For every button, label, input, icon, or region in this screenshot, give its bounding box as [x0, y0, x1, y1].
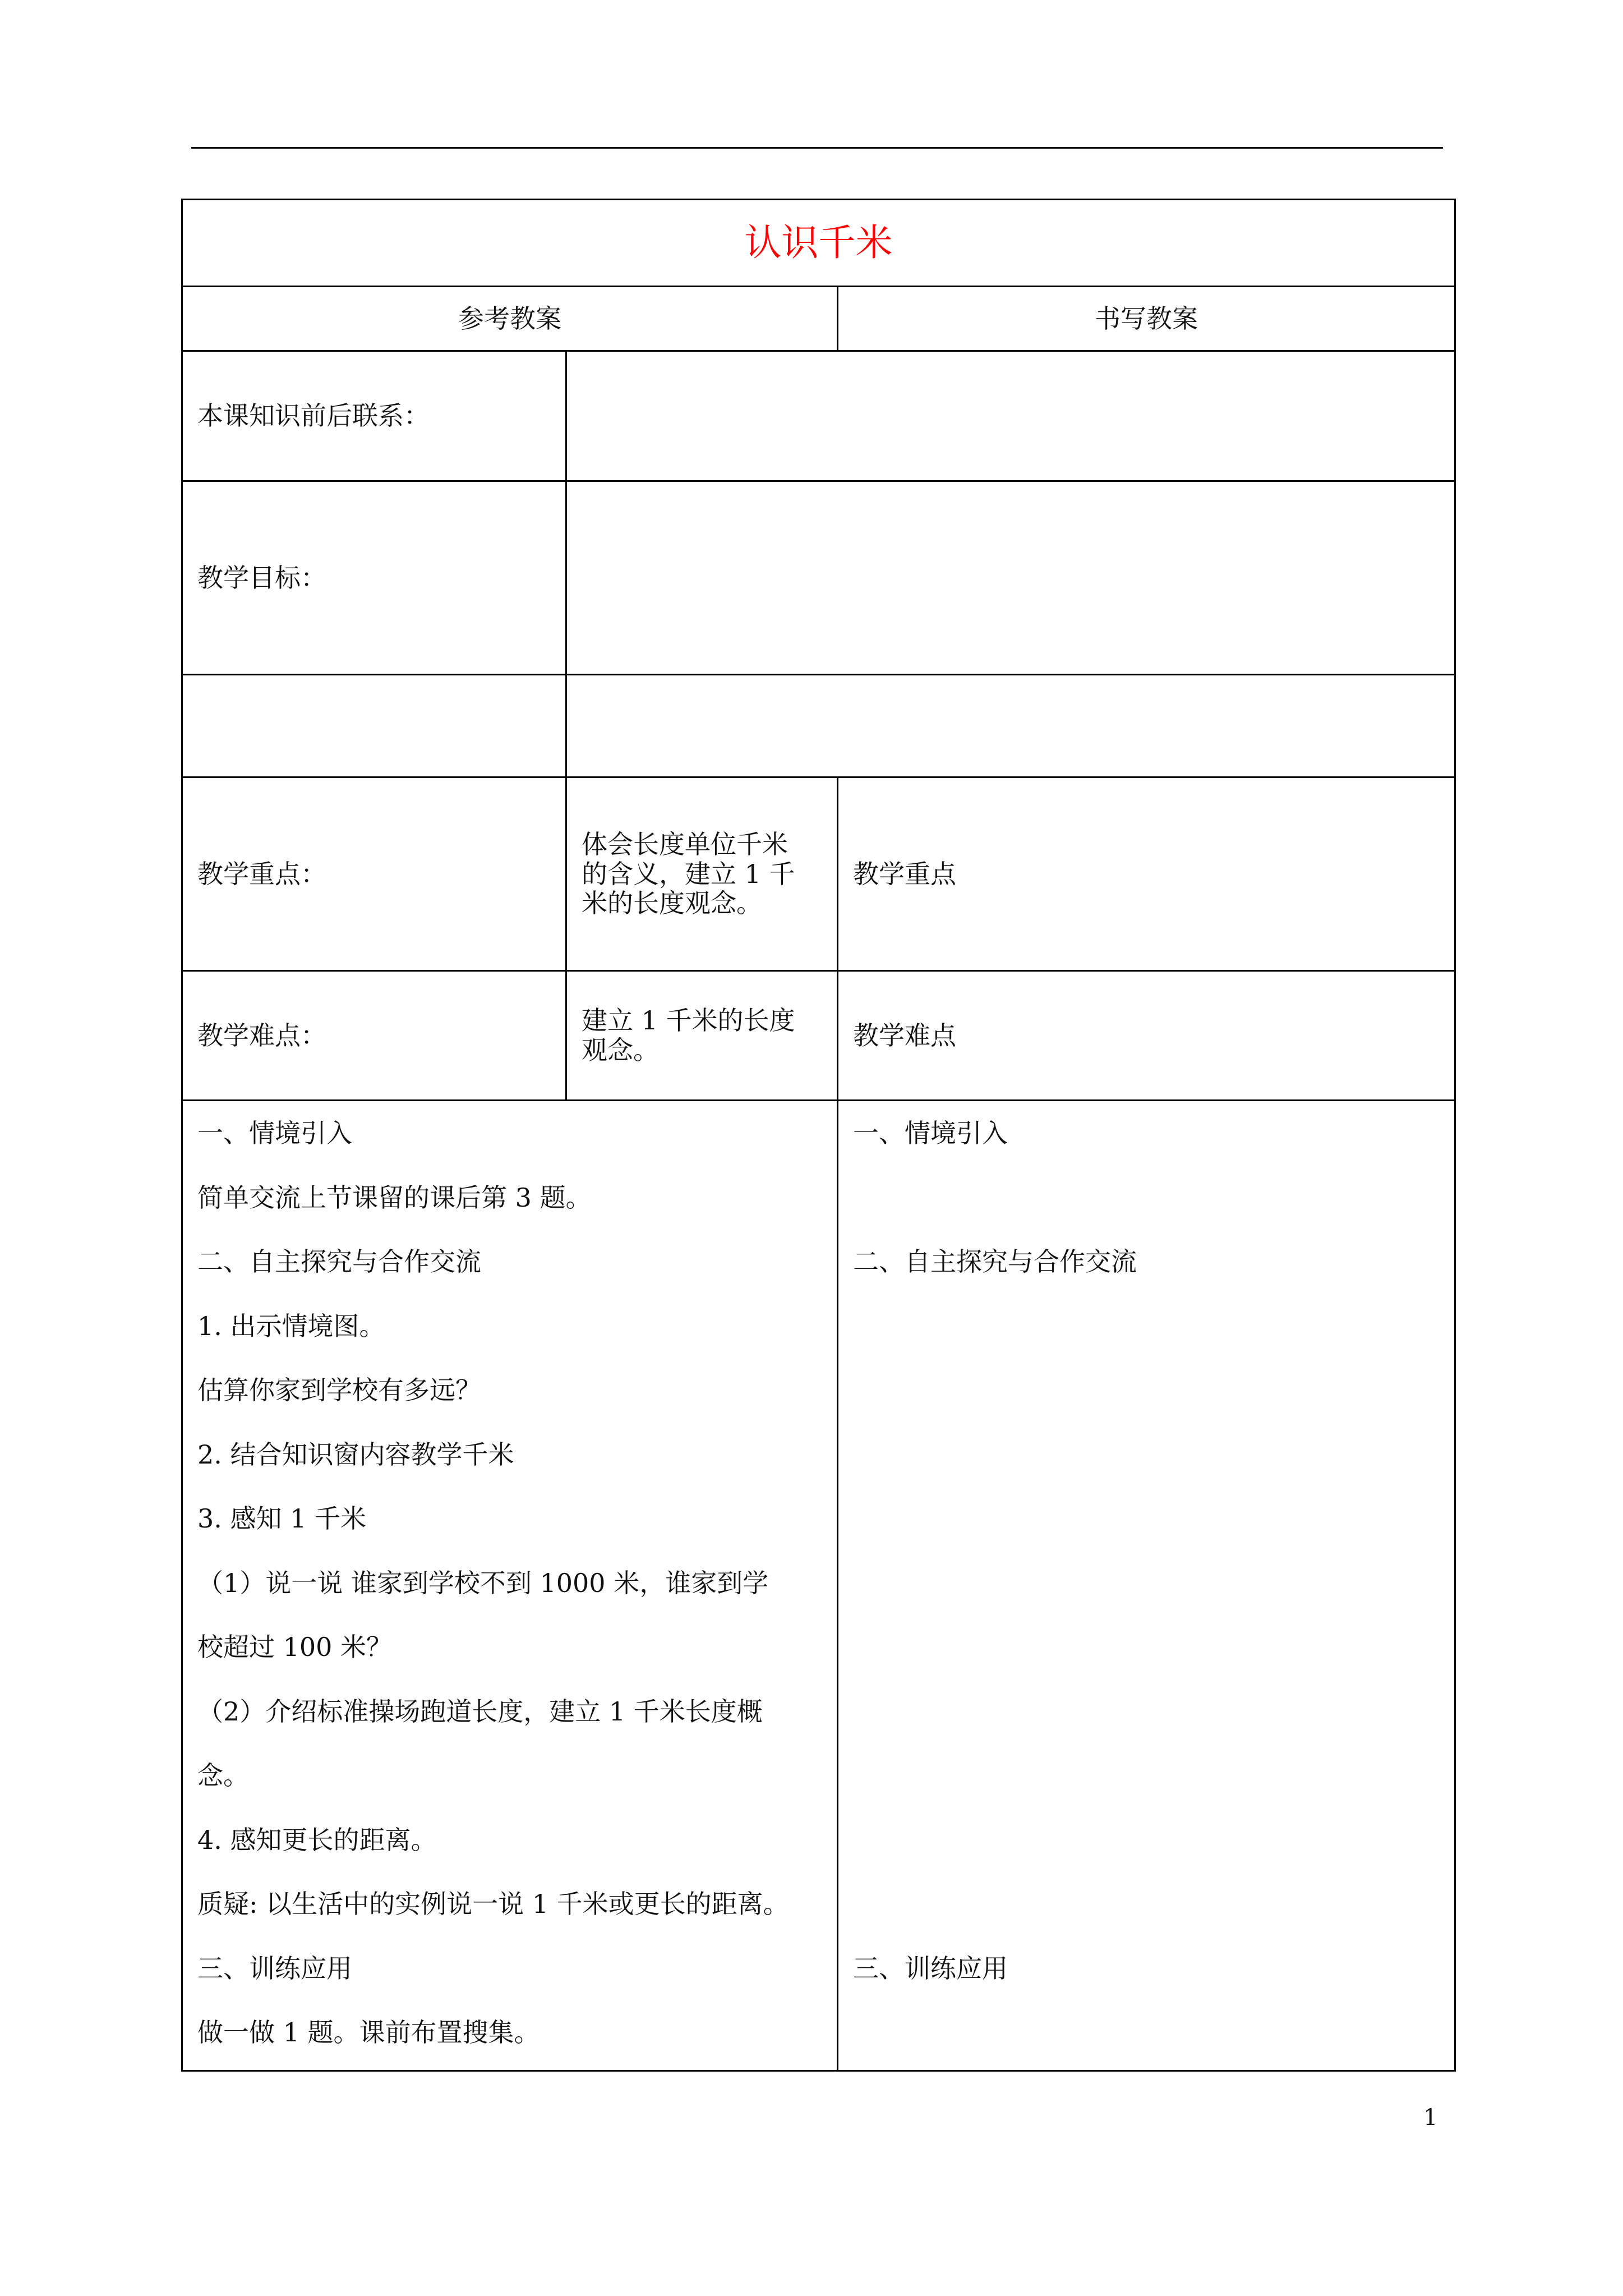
spacer [853, 1358, 1440, 1423]
reference-plan-header: 参考教案 [182, 287, 838, 351]
blank-label [182, 675, 566, 777]
key-point-label: 教学重点： [182, 777, 566, 971]
key-point-line: 的含义，建立 1 千 [582, 858, 795, 889]
objective-content [566, 481, 1455, 675]
key-point-row [182, 777, 1455, 971]
lesson-plan-table [181, 199, 1456, 2072]
page-title: 认识千米 [744, 221, 893, 265]
objective-label: 教学目标： [182, 481, 566, 675]
spacer [853, 1615, 1440, 1680]
title-row [182, 200, 1455, 287]
difficulty-row [182, 971, 1455, 1101]
spacer [853, 1423, 1440, 1487]
spacer [853, 1551, 1440, 1616]
process-line: 二、自主探究与合作交流 [197, 1246, 481, 1277]
difficulty-line: 观念。 [582, 1035, 659, 1065]
difficulty-label: 教学难点： [182, 971, 566, 1101]
spacer [853, 1166, 1440, 1230]
process-line: 念。 [197, 1760, 249, 1791]
header-rule [191, 147, 1443, 149]
connection-content [566, 351, 1455, 481]
spacer [853, 1294, 1440, 1359]
difficulty-line: 建立 1 千米的长度 [582, 1005, 795, 1036]
process-line: （2）介绍标准操场跑道长度，建立 1 千米长度概 [197, 1696, 763, 1727]
process-line: 质疑: 以生活中的实例说一说 1 千米或更长的距离。 [197, 1889, 789, 1919]
process-line: 2. 结合知识窗内容教学千米 [197, 1439, 514, 1470]
connection-label: 本课知识前后联系： [182, 351, 566, 481]
process-line: 三、训练应用 [197, 1953, 352, 1984]
key-point-line: 米的长度观念。 [582, 888, 762, 919]
writing-intro-heading: 一、情境引入 [853, 1118, 1008, 1148]
difficulty-writing: 教学难点 [838, 971, 1455, 1101]
blank-row [182, 675, 1455, 777]
key-point-line: 体会长度单位千米 [582, 829, 788, 859]
reference-process [182, 1101, 838, 2071]
spacer [853, 1872, 1440, 1936]
process-line: 估算你家到学校有多远？ [197, 1375, 481, 1405]
spacer [853, 1743, 1440, 1808]
spacer [853, 1808, 1440, 1872]
spacer [853, 1487, 1440, 1551]
process-line: 一、情境引入 [197, 1118, 352, 1148]
difficulty-content [566, 971, 838, 1101]
process-line: 1. 出示情境图。 [197, 1310, 385, 1341]
process-line: 4. 感知更长的距离。 [197, 1824, 437, 1855]
process-row [182, 1101, 1455, 2071]
writing-explore-heading: 二、自主探究与合作交流 [853, 1246, 1137, 1277]
process-line: 简单交流上节课留的课后第 3 题。 [197, 1182, 592, 1213]
spacer [853, 1680, 1440, 1744]
key-point-content [566, 777, 838, 971]
column-header-row [182, 287, 1455, 351]
writing-process [838, 1101, 1455, 2071]
process-line: （1）说一说 谁家到学校不到 1000 米，谁家到学 [197, 1567, 769, 1598]
objective-row [182, 481, 1455, 675]
process-line: 校超过 100 米？ [197, 1632, 393, 1662]
page-number: 1 [1423, 2105, 1438, 2131]
key-point-writing: 教学重点 [838, 777, 1455, 971]
process-line: 做一做 1 题。课前布置搜集。 [197, 2017, 540, 2047]
writing-practice-heading: 三、训练应用 [853, 1953, 1008, 1984]
title-cell [182, 200, 1455, 287]
writing-plan-header: 书写教案 [838, 287, 1455, 351]
connection-row [182, 351, 1455, 481]
process-line: 3. 感知 1 千米 [197, 1503, 367, 1534]
blank-content [566, 675, 1455, 777]
